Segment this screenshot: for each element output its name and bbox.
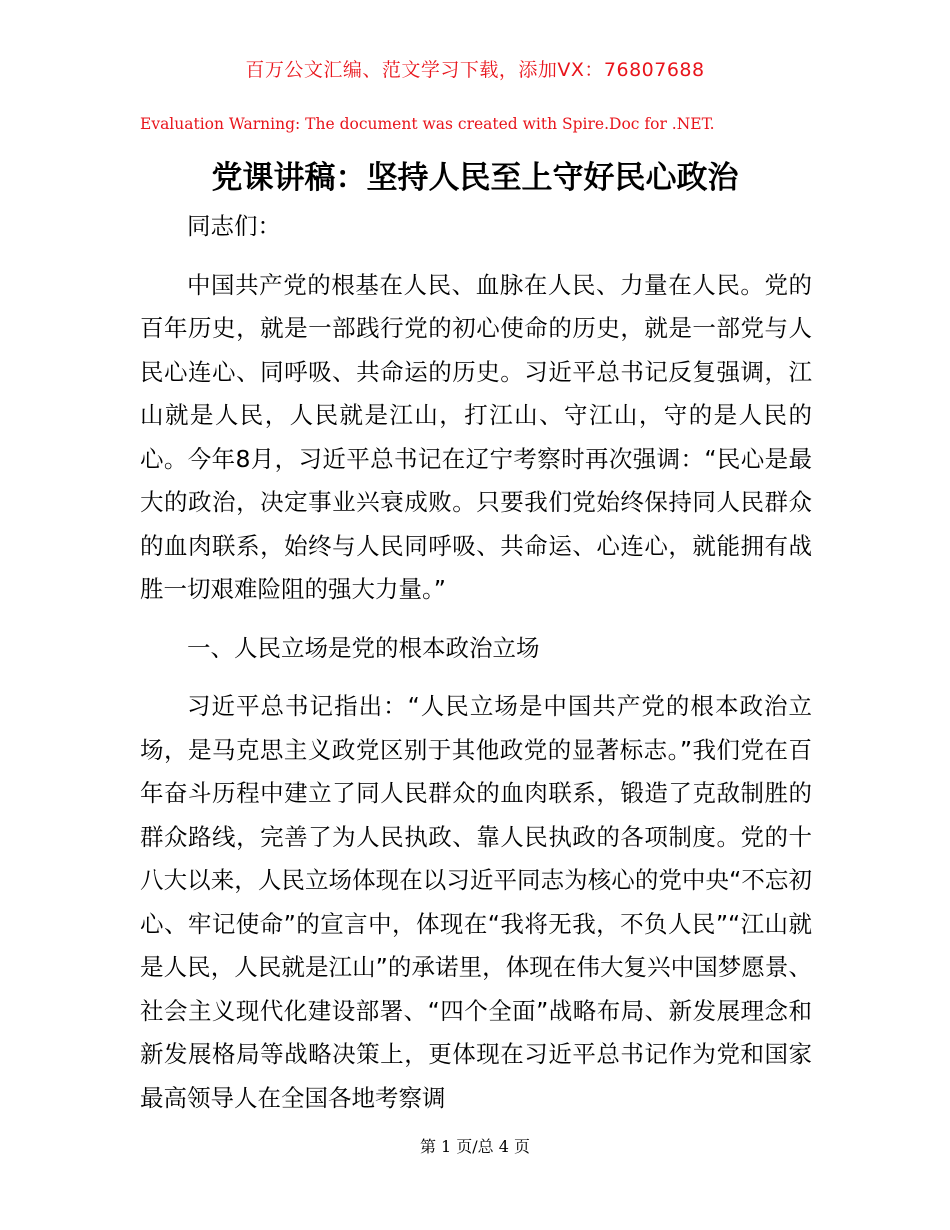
evaluation-warning: Evaluation Warning: The document was created with Spire.Doc for .NET.	[140, 115, 715, 133]
document-title: 党课讲稿：坚持人民至上守好民心政治	[211, 160, 739, 196]
paragraph-2: 习近平总书记指出：“人民立场是中国共产党的根本政治立场，是马克思主义政党区别于其他政党的显著标志。”我们党在百年奋斗历程中建立了同人民群众的血肉联系，锻造了克敌制胜的群众路线，完善了为人民执政、靠人民执政的各项制度。党的十八大以来，人民立场体现在以习近平同志为核心的党中央“不忘初心、牢记使命”的宣言中，体现在“我将无我，不负人民”“江山就是人民，人民就是江山”的承诺里，体现在伟大复兴中国梦愿景、社会主义现代化建设部署、“四个全面”战略布局、新发展理念和新发展格局等战略决策上，更体现在习近平总书记作为党和国家最高领导人在全国各地考察调	[140, 692, 812, 1112]
paragraph-1: 中国共产党的根基在人民、血脉在人民、力量在人民。党的百年历史，就是一部践行党的初心使命的历史，就是一部党与人民心连心、同呼吸、共命运的历史。习近平总书记反复强调，江山就是人民，人民就是江山，打江山、守江山，守的是人民的心。今年8月，习近平总书记在辽宁考察时再次强调：“民心是最大的政治，决定事业兴衰成败。只要我们党始终保持同人民群众的血肉联系，始终与人民同呼吸、共命运、心连心，就能拥有战胜一切艰难险阻的强大力量。”	[140, 270, 812, 603]
page-indicator: 第 1 页/总 4 页	[419, 1137, 531, 1156]
document-body	[140, 205, 812, 1135]
section-heading-1: 一、人民立场是党的根本政治立场	[187, 633, 540, 662]
promo-header: 百万公文汇编、范文学习下载，添加VX：76807688	[245, 59, 705, 81]
salutation: 同志们：	[187, 212, 281, 240]
